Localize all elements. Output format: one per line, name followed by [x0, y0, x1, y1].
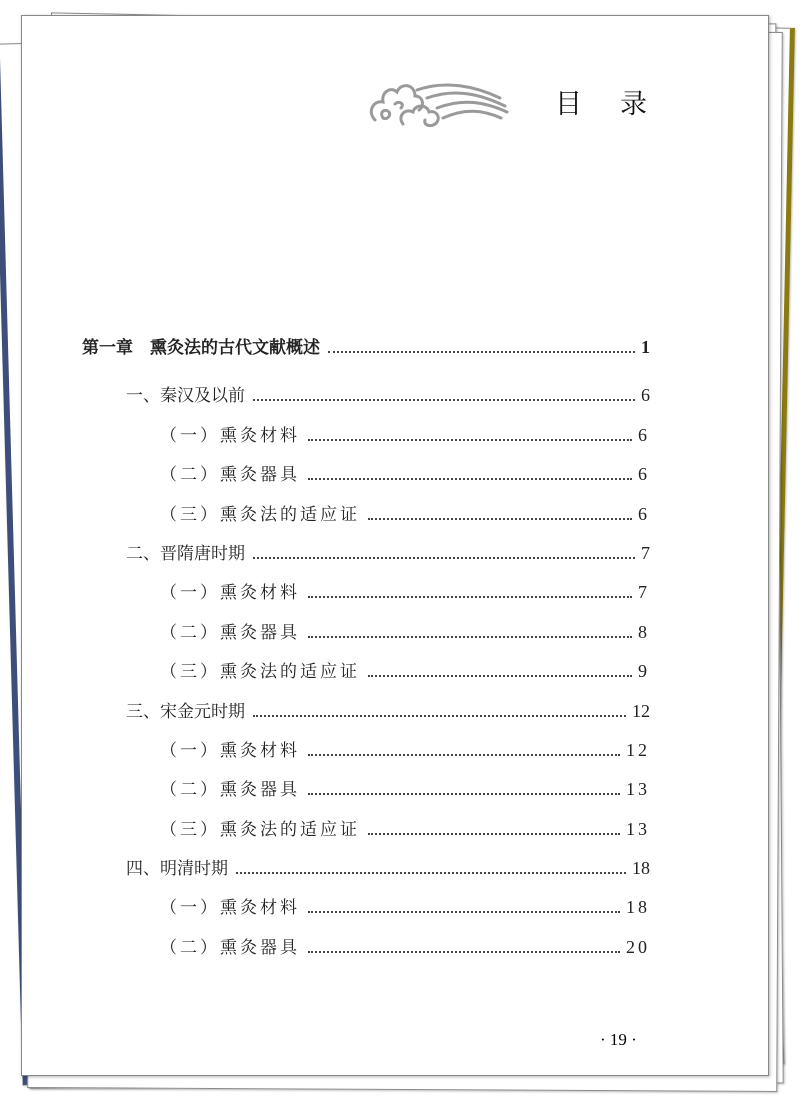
- toc-entry-page: 12: [626, 740, 650, 760]
- toc-entry[interactable]: [160, 500, 650, 525]
- toc-entry-page: 18: [626, 897, 650, 917]
- toc-title-char-2: 录: [620, 89, 647, 120]
- dot-leader: [308, 596, 632, 598]
- dot-leader: [253, 715, 626, 717]
- toc-entry[interactable]: [82, 333, 650, 358]
- toc-entry-label: （一）熏灸材料: [160, 583, 300, 603]
- dot-leader: [308, 636, 632, 638]
- toc-title-char-1: 目: [555, 89, 582, 120]
- page-number: · 19 ·: [600, 1030, 637, 1049]
- toc-entry-page: 6: [641, 385, 650, 405]
- dot-leader: [253, 399, 635, 401]
- toc-entry-page: 18: [632, 858, 650, 878]
- toc-entry[interactable]: [126, 381, 650, 406]
- toc-entry-page: 9: [638, 661, 650, 681]
- dot-leader: [368, 518, 632, 520]
- cloud-ornament-icon: [365, 68, 515, 138]
- toc-entry-label: （三）熏灸法的适应证: [160, 505, 360, 525]
- toc-entry[interactable]: [160, 618, 650, 643]
- toc-entry[interactable]: [126, 539, 650, 564]
- toc-entry-label: （三）熏灸法的适应证: [160, 820, 360, 840]
- toc-entry-label: （二）熏灸器具: [160, 938, 300, 958]
- dot-leader: [308, 754, 620, 756]
- toc-entry[interactable]: [160, 736, 650, 761]
- toc-entry-page: 1: [641, 337, 650, 357]
- toc-entry[interactable]: [160, 657, 650, 682]
- toc-entry[interactable]: [160, 421, 650, 446]
- toc-entry[interactable]: [126, 697, 650, 722]
- toc-entry-label: （三）熏灸法的适应证: [160, 662, 360, 682]
- toc-entry-label: （二）熏灸器具: [160, 780, 300, 800]
- toc-entry-page: 13: [626, 779, 650, 799]
- toc-entry-page: 7: [638, 582, 650, 602]
- dot-leader: [368, 675, 632, 677]
- toc-entry[interactable]: [160, 933, 650, 958]
- toc-entry[interactable]: [160, 578, 650, 603]
- toc-entry-label: 第一章 熏灸法的古代文献概述: [82, 338, 320, 358]
- dot-leader: [368, 833, 620, 835]
- toc-entry-page: 12: [632, 701, 650, 721]
- toc-entry-page: 6: [638, 464, 650, 484]
- toc-entry-label: （一）熏灸材料: [160, 898, 300, 918]
- dot-leader: [308, 478, 632, 480]
- dot-leader: [253, 557, 635, 559]
- toc-entry-label: 二、晋隋唐时期: [126, 544, 245, 564]
- toc-entry-label: 一、秦汉及以前: [126, 386, 245, 406]
- toc-entry[interactable]: [160, 460, 650, 485]
- toc-entry-page: 8: [638, 622, 650, 642]
- toc-entry[interactable]: [160, 815, 650, 840]
- toc-entry-page: 7: [641, 543, 650, 563]
- dot-leader: [308, 793, 620, 795]
- dot-leader: [308, 439, 632, 441]
- dot-leader: [328, 351, 635, 353]
- toc-entry[interactable]: [160, 893, 650, 918]
- toc-entry-page: 6: [638, 425, 650, 445]
- toc-entry[interactable]: [126, 854, 650, 879]
- toc-entry-label: 三、宋金元时期: [126, 702, 245, 722]
- toc-entry-label: （一）熏灸材料: [160, 426, 300, 446]
- toc-entry-label: （一）熏灸材料: [160, 741, 300, 761]
- toc-entry-page: 13: [626, 819, 650, 839]
- toc-entry-label: （二）熏灸器具: [160, 465, 300, 485]
- toc-entry-page: 6: [638, 504, 650, 524]
- dot-leader: [308, 951, 620, 953]
- dot-leader: [236, 872, 626, 874]
- toc-entry[interactable]: [160, 775, 650, 800]
- toc-entry-label: （二）熏灸器具: [160, 623, 300, 643]
- toc-entry-label: 四、明清时期: [126, 859, 228, 879]
- dot-leader: [308, 911, 620, 913]
- toc-entry-page: 20: [626, 937, 650, 957]
